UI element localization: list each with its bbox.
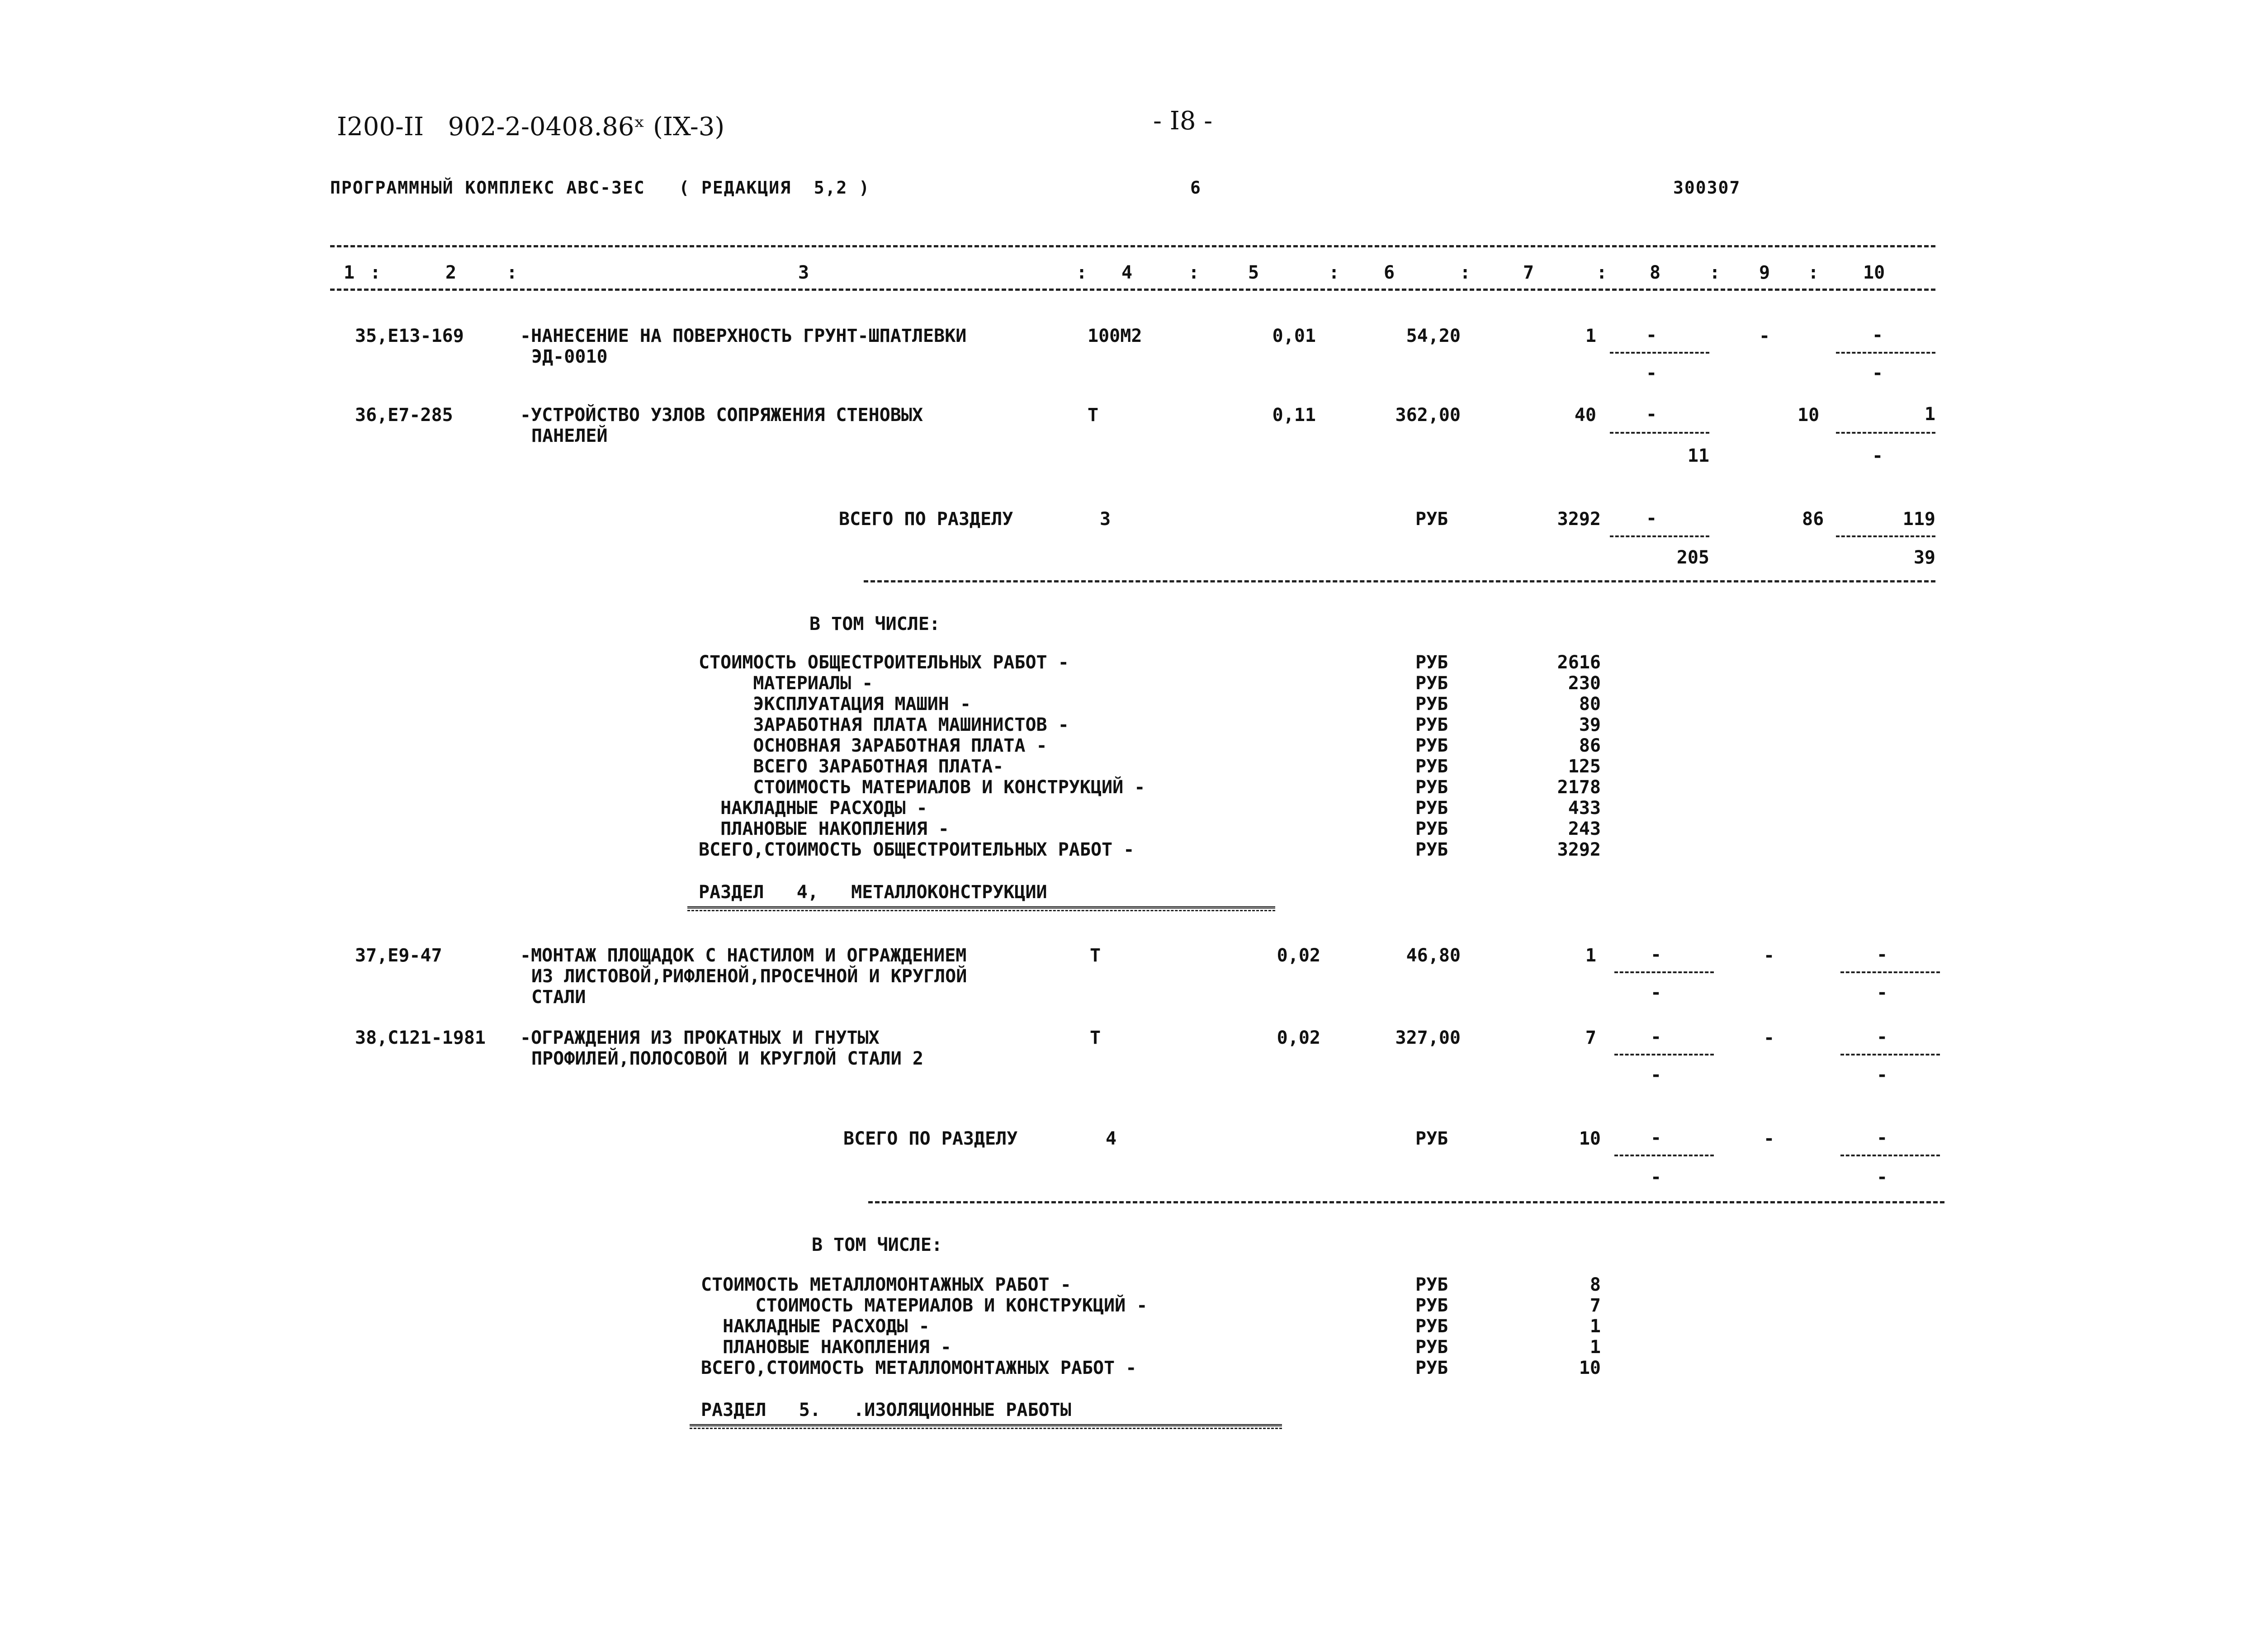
breakdown-value: 10 [1579,1358,1601,1378]
item-unit-price: 46,80 [1406,945,1461,966]
breakdown-label: ОСНОВНАЯ ЗАРАБОТНАЯ ПЛАТА - [699,735,1047,756]
breakdown-unit: РУБ [1415,1358,1448,1378]
item-col10-top: - [1877,944,1888,965]
item-quantity: 0,02 [1277,1027,1320,1048]
breakdown-value: 2616 [1557,652,1601,673]
section-title: РАЗДЕЛ 4, МЕТАЛЛОКОНСТРУКЦИИ [699,882,1047,903]
item-col10-bottom: - [1872,363,1883,383]
column-separator: : [1808,262,1819,283]
fraction-line [1610,432,1709,434]
breakdown-unit: РУБ [1415,1274,1448,1295]
section-total-col8-bottom: - [1651,1167,1662,1188]
breakdown-label: ПЛАНОВЫЕ НАКОПЛЕНИЯ - [699,819,949,839]
breakdown-unit: РУБ [1415,839,1448,860]
incl-label: В ТОМ ЧИСЛЕ: [812,1235,942,1255]
column-separator: : [1596,262,1608,283]
breakdown-label: СТОИМОСТЬ МЕТАЛЛОМОНТАЖНЫХ РАБОТ - [701,1274,1071,1295]
item-col8-bottom: 11 [1687,445,1709,466]
breakdown-unit: РУБ [1415,1295,1448,1316]
document-code: I200-II 902-2-0408.86ˣ (IX-3) [337,112,725,142]
section-number: 3 [1100,509,1111,530]
item-col10-top: 1 [1924,404,1935,425]
section-total-col8-top: - [1651,1127,1662,1148]
column-header-9: 9 [1759,262,1770,283]
item-unit-price: 362,00 [1395,405,1461,426]
breakdown-value: 1 [1589,1316,1601,1337]
section-total-col8-top: - [1646,508,1657,529]
section-title-underline [687,906,1275,911]
breakdown-label: ВСЕГО ЗАРАБОТНАЯ ПЛАТА- [699,756,1004,777]
fraction-line [1836,352,1935,354]
column-separator: : [1188,262,1200,283]
item-unit: Т [1088,405,1099,426]
column-separator: : [370,262,381,283]
column-header-4: 4 [1121,262,1133,283]
section-total-rule [864,580,1935,582]
breakdown-label: СТОИМОСТЬ МАТЕРИАЛОВ И КОНСТРУКЦИЙ - [701,1295,1148,1316]
breakdown-unit: РУБ [1415,652,1448,673]
fraction-line [1840,971,1940,973]
breakdown-unit: РУБ [1415,1337,1448,1358]
incl-label: В ТОМ ЧИСЛЕ: [809,614,940,634]
item-description: -НАНЕСЕНИЕ НА ПОВЕРХНОСТЬ ГРУНТ-ШПАТЛЕВКИ [520,326,967,346]
breakdown-value: 8 [1589,1274,1601,1295]
fraction-line [1614,1155,1714,1156]
item-code: 35,Е13-169 [355,326,464,346]
item-code: 37,Е9-47 [355,945,442,966]
item-col10-top: - [1872,325,1883,346]
column-separator: : [1076,262,1088,283]
section-total-label: ВСЕГО ПО РАЗДЕЛУ [839,509,1013,530]
page-number: - I8 - [1153,106,1213,136]
breakdown-unit: РУБ [1415,819,1448,839]
table-header-rule [330,289,1935,291]
breakdown-label: ПЛАНОВЫЕ НАКОПЛЕНИЯ - [701,1337,951,1358]
item-unit: Т [1090,1027,1101,1048]
breakdown-label: ВСЕГО,СТОИМОСТЬ ОБЩЕСТРОИТЕЛЬНЫХ РАБОТ - [699,839,1135,860]
breakdown-label: НАКЛАДНЫЕ РАСХОДЫ - [701,1316,930,1337]
item-col10-top: - [1877,1027,1888,1047]
section-total-value: 10 [1579,1128,1601,1149]
fraction-line [1840,1155,1940,1156]
section-total-col8-bottom: 205 [1676,547,1709,568]
item-col8-top: - [1646,325,1657,346]
fraction-line [1614,971,1714,973]
fraction-line [1836,535,1935,537]
breakdown-label: НАКЛАДНЫЕ РАСХОДЫ - [699,798,927,819]
breakdown-label: ЭКСПЛУАТАЦИЯ МАШИН - [699,694,971,715]
item-quantity: 0,02 [1277,945,1320,966]
item-quantity: 0,01 [1272,326,1316,346]
fraction-line [1614,1054,1714,1056]
program-name: ПРОГРАММНЫЙ КОМПЛЕКС АВС-3ЕС ( РЕДАКЦИЯ 5,2 ) [330,178,870,198]
column-header-7: 7 [1523,262,1534,283]
column-header-3: 3 [798,262,809,283]
fraction-line [1840,1054,1940,1056]
fraction-line [1836,432,1935,434]
item-description: -МОНТАЖ ПЛОЩАДОК С НАСТИЛОМ И ОГРАЖДЕНИЕМ [520,945,967,966]
fraction-line [1610,352,1709,354]
item-col8-bottom: - [1646,363,1657,383]
item-col8-top: - [1651,1027,1662,1047]
section-number: 4 [1106,1128,1117,1149]
section-total-col10-bottom: 39 [1913,547,1935,568]
item-description: ПРОФИЛЕЙ,ПОЛОСОВОЙ И КРУГЛОЙ СТАЛИ 2 [531,1048,923,1069]
section-total-col10-top: 119 [1902,509,1935,530]
section-total-col10-top: - [1877,1127,1888,1148]
section-title: РАЗДЕЛ 5. .ИЗОЛЯЦИОННЫЕ РАБОТЫ [701,1400,1071,1420]
item-total: 1 [1585,326,1596,346]
breakdown-value: 1 [1589,1337,1601,1358]
breakdown-unit: РУБ [1415,1316,1448,1337]
item-col10-bottom: - [1877,982,1888,1003]
breakdown-value: 39 [1579,715,1601,735]
column-header-5: 5 [1248,262,1259,283]
item-col9: 10 [1798,405,1820,426]
column-header-8: 8 [1650,262,1661,283]
item-code: 36,Е7-285 [355,405,453,426]
section-total-col9: 86 [1802,509,1824,530]
breakdown-value: 230 [1568,673,1601,694]
breakdown-value: 125 [1568,756,1601,777]
section-total-label: ВСЕГО ПО РАЗДЕЛУ [843,1128,1018,1149]
item-total: 7 [1585,1027,1596,1048]
section-total-value: 3292 [1557,509,1601,530]
column-separator: : [1709,262,1721,283]
section-title-underline [690,1424,1282,1429]
document-id: 300307 [1673,178,1741,198]
item-description: ИЗ ЛИСТОВОЙ,РИФЛЕНОЙ,ПРОСЕЧНОЙ И КРУГЛОЙ [531,966,967,987]
column-header-2: 2 [445,262,457,283]
breakdown-unit: РУБ [1415,756,1448,777]
item-unit-price: 54,20 [1406,326,1461,346]
breakdown-value: 2178 [1557,777,1601,798]
breakdown-label: МАТЕРИАЛЫ - [699,673,873,694]
table-top-rule [330,245,1935,247]
breakdown-label: ЗАРАБОТНАЯ ПЛАТА МАШИНИСТОВ - [699,715,1069,735]
section-total-col10-bottom: - [1877,1167,1888,1188]
item-col10-bottom: - [1872,445,1883,466]
item-col10-bottom: - [1877,1065,1888,1085]
item-unit: Т [1090,945,1101,966]
column-header-10: 10 [1863,262,1885,283]
item-col9: - [1764,945,1775,966]
breakdown-label: СТОИМОСТЬ ОБЩЕСТРОИТЕЛЬНЫХ РАБОТ - [699,652,1069,673]
item-col9: - [1764,1027,1775,1048]
item-description: ЭД-0010 [531,346,608,367]
section-total-unit: РУБ [1415,1128,1448,1149]
item-col8-top: - [1646,404,1657,425]
item-total: 1 [1585,945,1596,966]
item-total: 40 [1574,405,1596,426]
breakdown-label: ВСЕГО,СТОИМОСТЬ МЕТАЛЛОМОНТАЖНЫХ РАБОТ - [701,1358,1137,1378]
item-quantity: 0,11 [1272,405,1316,426]
breakdown-value: 433 [1568,798,1601,819]
item-unit: 100М2 [1088,326,1142,346]
item-description: СТАЛИ [531,987,586,1008]
column-header-6: 6 [1384,262,1395,283]
breakdown-unit: РУБ [1415,673,1448,694]
breakdown-value: 243 [1568,819,1601,839]
item-description: ПАНЕЛЕЙ [531,426,608,446]
column-header-1: 1 [344,262,355,283]
item-col9: - [1759,326,1770,346]
breakdown-unit: РУБ [1415,735,1448,756]
breakdown-unit: РУБ [1415,715,1448,735]
fraction-line [1610,535,1709,537]
item-col8-bottom: - [1651,982,1662,1003]
section-total-unit: РУБ [1415,509,1448,530]
item-col8-top: - [1651,944,1662,965]
column-separator: : [506,262,518,283]
breakdown-unit: РУБ [1415,798,1448,819]
section-total-col9: - [1764,1128,1775,1149]
breakdown-unit: РУБ [1415,694,1448,715]
breakdown-value: 80 [1579,694,1601,715]
breakdown-value: 86 [1579,735,1601,756]
item-unit-price: 327,00 [1395,1027,1461,1048]
column-separator: : [1460,262,1471,283]
sheet-number: 6 [1190,178,1202,198]
item-col8-bottom: - [1651,1065,1662,1085]
item-code: 38,С121-1981 [355,1027,486,1048]
breakdown-value: 3292 [1557,839,1601,860]
section-total-rule [868,1201,1944,1203]
item-description: -УСТРОЙСТВО УЗЛОВ СОПРЯЖЕНИЯ СТЕНОВЫХ [520,405,923,426]
breakdown-value: 7 [1589,1295,1601,1316]
breakdown-unit: РУБ [1415,777,1448,798]
column-separator: : [1329,262,1340,283]
breakdown-label: СТОИМОСТЬ МАТЕРИАЛОВ И КОНСТРУКЦИЙ - [699,777,1145,798]
item-description: -ОГРАЖДЕНИЯ ИЗ ПРОКАТНЫХ И ГНУТЫХ [520,1027,880,1048]
